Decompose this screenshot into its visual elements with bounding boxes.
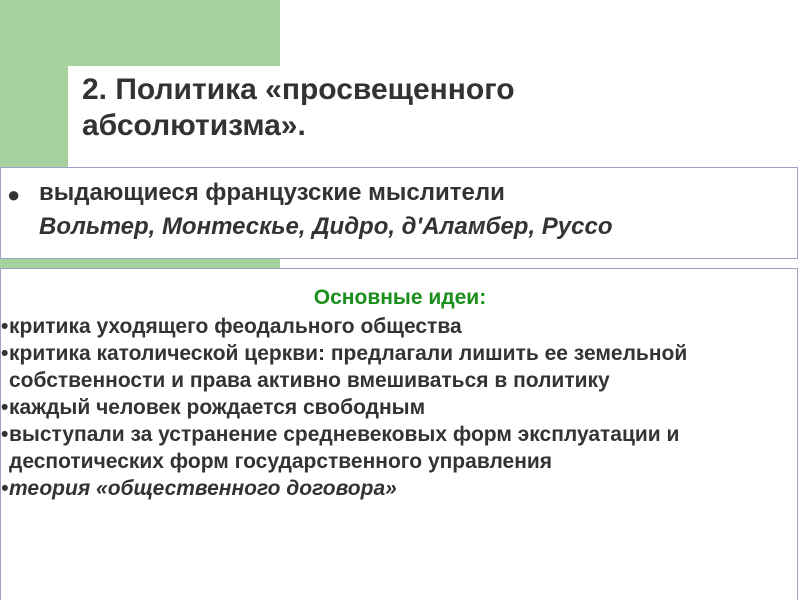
- ideas-box: [0, 268, 798, 600]
- bullet-icon: •: [1, 423, 9, 446]
- idea-item-text: критика католической церкви: предлагали лишить ее земельной собственности и права активно вмешиваться в политику: [9, 342, 688, 392]
- slide-title: [82, 72, 782, 144]
- idea-item-feudal-criticism: [1, 313, 799, 340]
- idea-item-church-criticism: [1, 340, 799, 394]
- bullet-icon: •: [1, 396, 9, 419]
- ideas-heading: Основные идеи:: [313, 286, 487, 309]
- bullet-icon: •: [1, 342, 9, 365]
- idea-item-text: выступали за устранение средневековых форм эксплуатации и деспотических форм государственного управления: [9, 423, 680, 473]
- idea-item-text: критика уходящего феодального общества: [9, 315, 462, 338]
- thinkers-intro: выдающиеся французские мыслители: [39, 179, 505, 206]
- thinkers-names: Вольтер, Монтескье, Дидро, д'Аламбер, Руссо: [39, 213, 613, 240]
- slide-title-line2: абсолютизма».: [82, 109, 306, 142]
- thinkers-box: [0, 167, 798, 259]
- ideas-list: [1, 313, 799, 502]
- idea-item-text: каждый человек рождается свободным: [9, 396, 426, 419]
- bullet-icon: •: [1, 477, 9, 500]
- idea-item-social-contract: [1, 475, 799, 502]
- bullet-dot-icon: ●: [7, 182, 21, 207]
- idea-item-freedom: [1, 394, 799, 421]
- idea-item-text: теория «общественного договора»: [9, 477, 397, 500]
- bullet-icon: •: [1, 315, 9, 338]
- slide-title-line1: 2. Политика «просвещенного: [82, 73, 515, 106]
- idea-item-abolish-exploitation: [1, 421, 799, 475]
